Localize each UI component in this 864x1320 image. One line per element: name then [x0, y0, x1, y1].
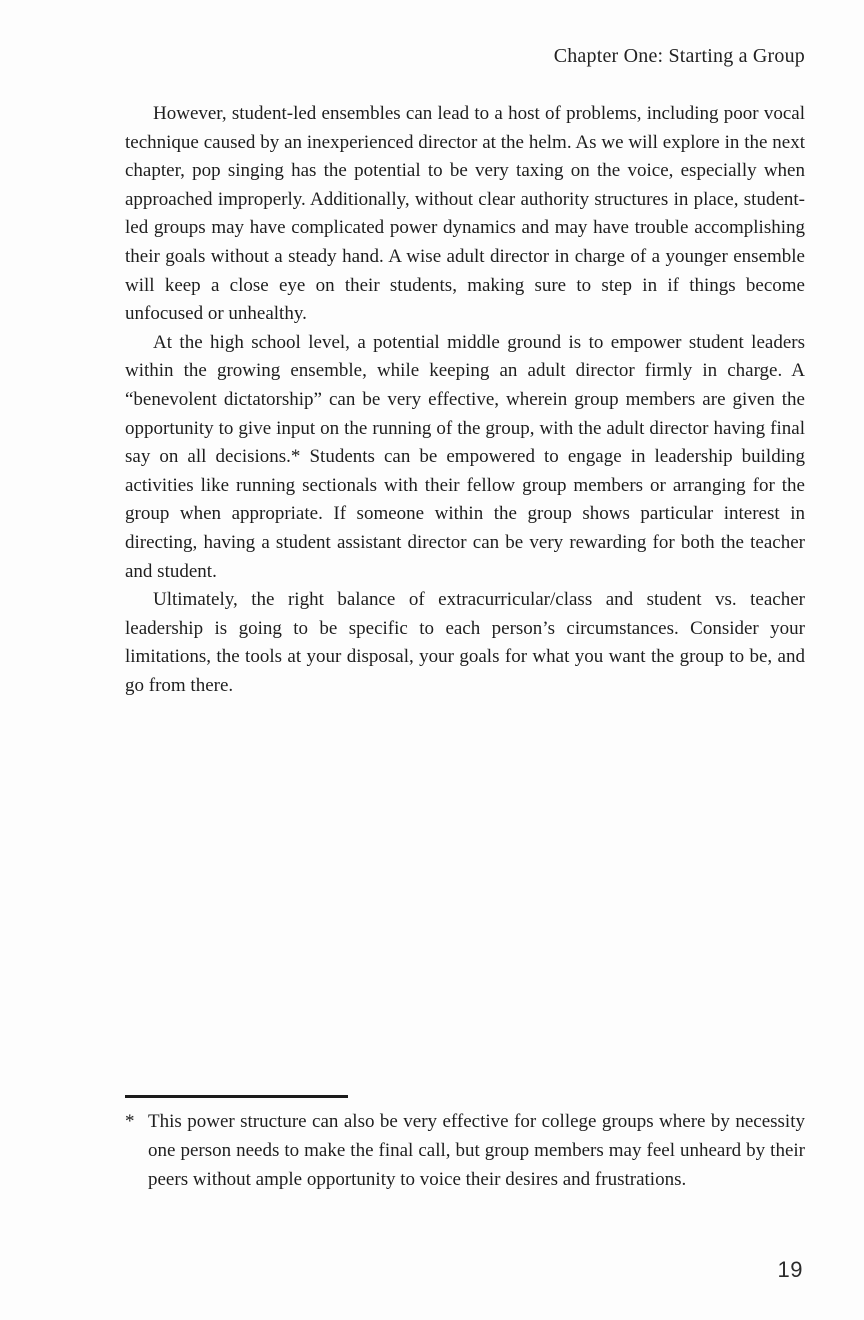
paragraph-3: Ultimately, the right balance of extracurricular/class and student vs. teacher leadership is going to be specific to each person’s circumstances. Consider your limitations, the tools at your disposal, your goals for what you want the group to be, and go from there. — [125, 589, 805, 696]
running-head: Chapter One: Starting a Group — [553, 45, 805, 67]
body-text — [125, 100, 805, 700]
footnote — [125, 1095, 805, 1194]
footnote-text: This power structure can also be very effective for college groups where by necessity one person needs to make the final call, but group members may feel unheard by their peers without ample opportunity to voice their desires and frustrations. — [148, 1111, 805, 1190]
paragraph-2: At the high school level, a potential middle ground is to empower student leaders within the growing ensemble, while keeping an adult director firmly in charge. A “benevolent dictatorship” can be very effective, wherein group members are given the opportunity to give input on the running of the group, with the adult director having final say on all decisions.* Students can be empowered to engage in leadership building activities like running sectionals with their fellow group members or arranging for the group when appropriate. If someone within the group shows particular interest in directing, having a student assistant director can be very rewarding for both the teacher and student. — [125, 331, 805, 582]
footnote-body — [125, 1107, 805, 1194]
page-number: 19 — [777, 1257, 803, 1282]
paragraph-1: However, student-led ensembles can lead to a host of problems, including poor vocal technique caused by an inexperienced director at the helm. As we will explore in the next chapter, pop singing has the potential to be very taxing on the voice, especially when approached improperly. Additionally, without clear authority structures in place, student-led groups may have complicated power dynamics and may have trouble accomplishing their goals without a steady hand. A wise adult director in charge of a younger ensemble will keep a close eye on their students, making sure to step in if things become unfocused or unhealthy. — [125, 103, 805, 325]
footnote-marker: * — [125, 1111, 135, 1132]
footnote-separator-rule — [125, 1095, 348, 1098]
